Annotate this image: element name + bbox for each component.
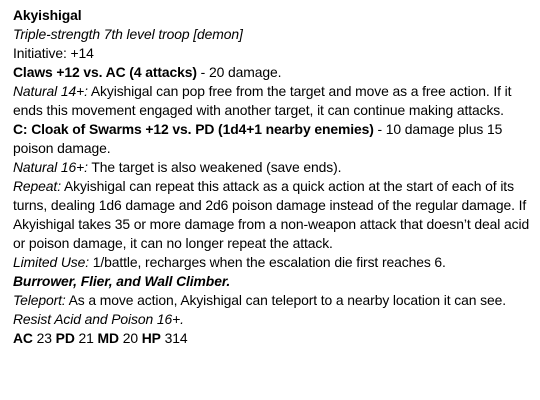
- claws-damage: - 20 damage.: [196, 64, 282, 80]
- cloak-trigger-text: The target is also weakened (save ends).: [87, 159, 342, 175]
- claws-trigger-line: [13, 82, 535, 120]
- movement-abilities: Burrower, Flier, and Wall Climber.: [13, 273, 231, 289]
- cloak-repeat-text: Akyishigal can repeat this attack as a quick action at the start of each of its turns, dealing 1d6 damage and 2d6 poison damage instead of the regular damage. If Akyishigal takes 35 or more damage from a non-weapon attack that doesn’t deal acid or poison damage, it can no longer repeat the attack.: [13, 178, 530, 251]
- hp-label: HP: [141, 330, 161, 346]
- monster-subtitle: Triple-strength 7th level troop [demon]: [13, 26, 243, 42]
- claws-trigger-text: Akyishigal can pop free from the target and move as a free action. If it ends this movement engaged with another target, it can continue making attacks.: [13, 83, 512, 118]
- initiative: Initiative: +14: [13, 45, 94, 61]
- cloak-attack-name: C: Cloak of Swarms +12 vs. PD (1d4+1 nearby enemies): [13, 121, 374, 137]
- teleport-line: [13, 291, 535, 310]
- cloak-damage: - 10 damage plus 15 poison damage.: [13, 121, 503, 156]
- teleport-text: As a move action, Akyishigal can teleport to a nearby location it can see.: [65, 292, 506, 308]
- monster-stat-block: [13, 6, 535, 348]
- cloak-repeat-line: [13, 177, 535, 253]
- cloak-limited-text: 1/battle, recharges when the escalation die first reaches 6.: [89, 254, 446, 270]
- cloak-repeat-label: Repeat:: [13, 178, 61, 194]
- monster-name: Akyishigal: [13, 7, 82, 23]
- claws-attack-line: [13, 63, 535, 82]
- defenses-line: [13, 329, 535, 348]
- teleport-label: Teleport:: [13, 292, 66, 308]
- claws-attack-name: Claws +12 vs. AC (4 attacks): [13, 64, 197, 80]
- cloak-trigger-line: [13, 158, 535, 177]
- ac-label: AC: [13, 330, 33, 346]
- cloak-limited-line: [13, 253, 535, 272]
- md-label: MD: [97, 330, 119, 346]
- cloak-limited-label: Limited Use:: [13, 254, 89, 270]
- pd-value: 21: [74, 330, 98, 346]
- claws-trigger-label: Natural 14+:: [13, 83, 88, 99]
- pd-label: PD: [55, 330, 75, 346]
- hp-value: 314: [160, 330, 188, 346]
- resistance: Resist Acid and Poison 16+.: [13, 311, 184, 327]
- ac-value: 23: [32, 330, 56, 346]
- md-value: 20: [118, 330, 142, 346]
- cloak-trigger-label: Natural 16+:: [13, 159, 88, 175]
- cloak-attack-line: [13, 120, 535, 158]
